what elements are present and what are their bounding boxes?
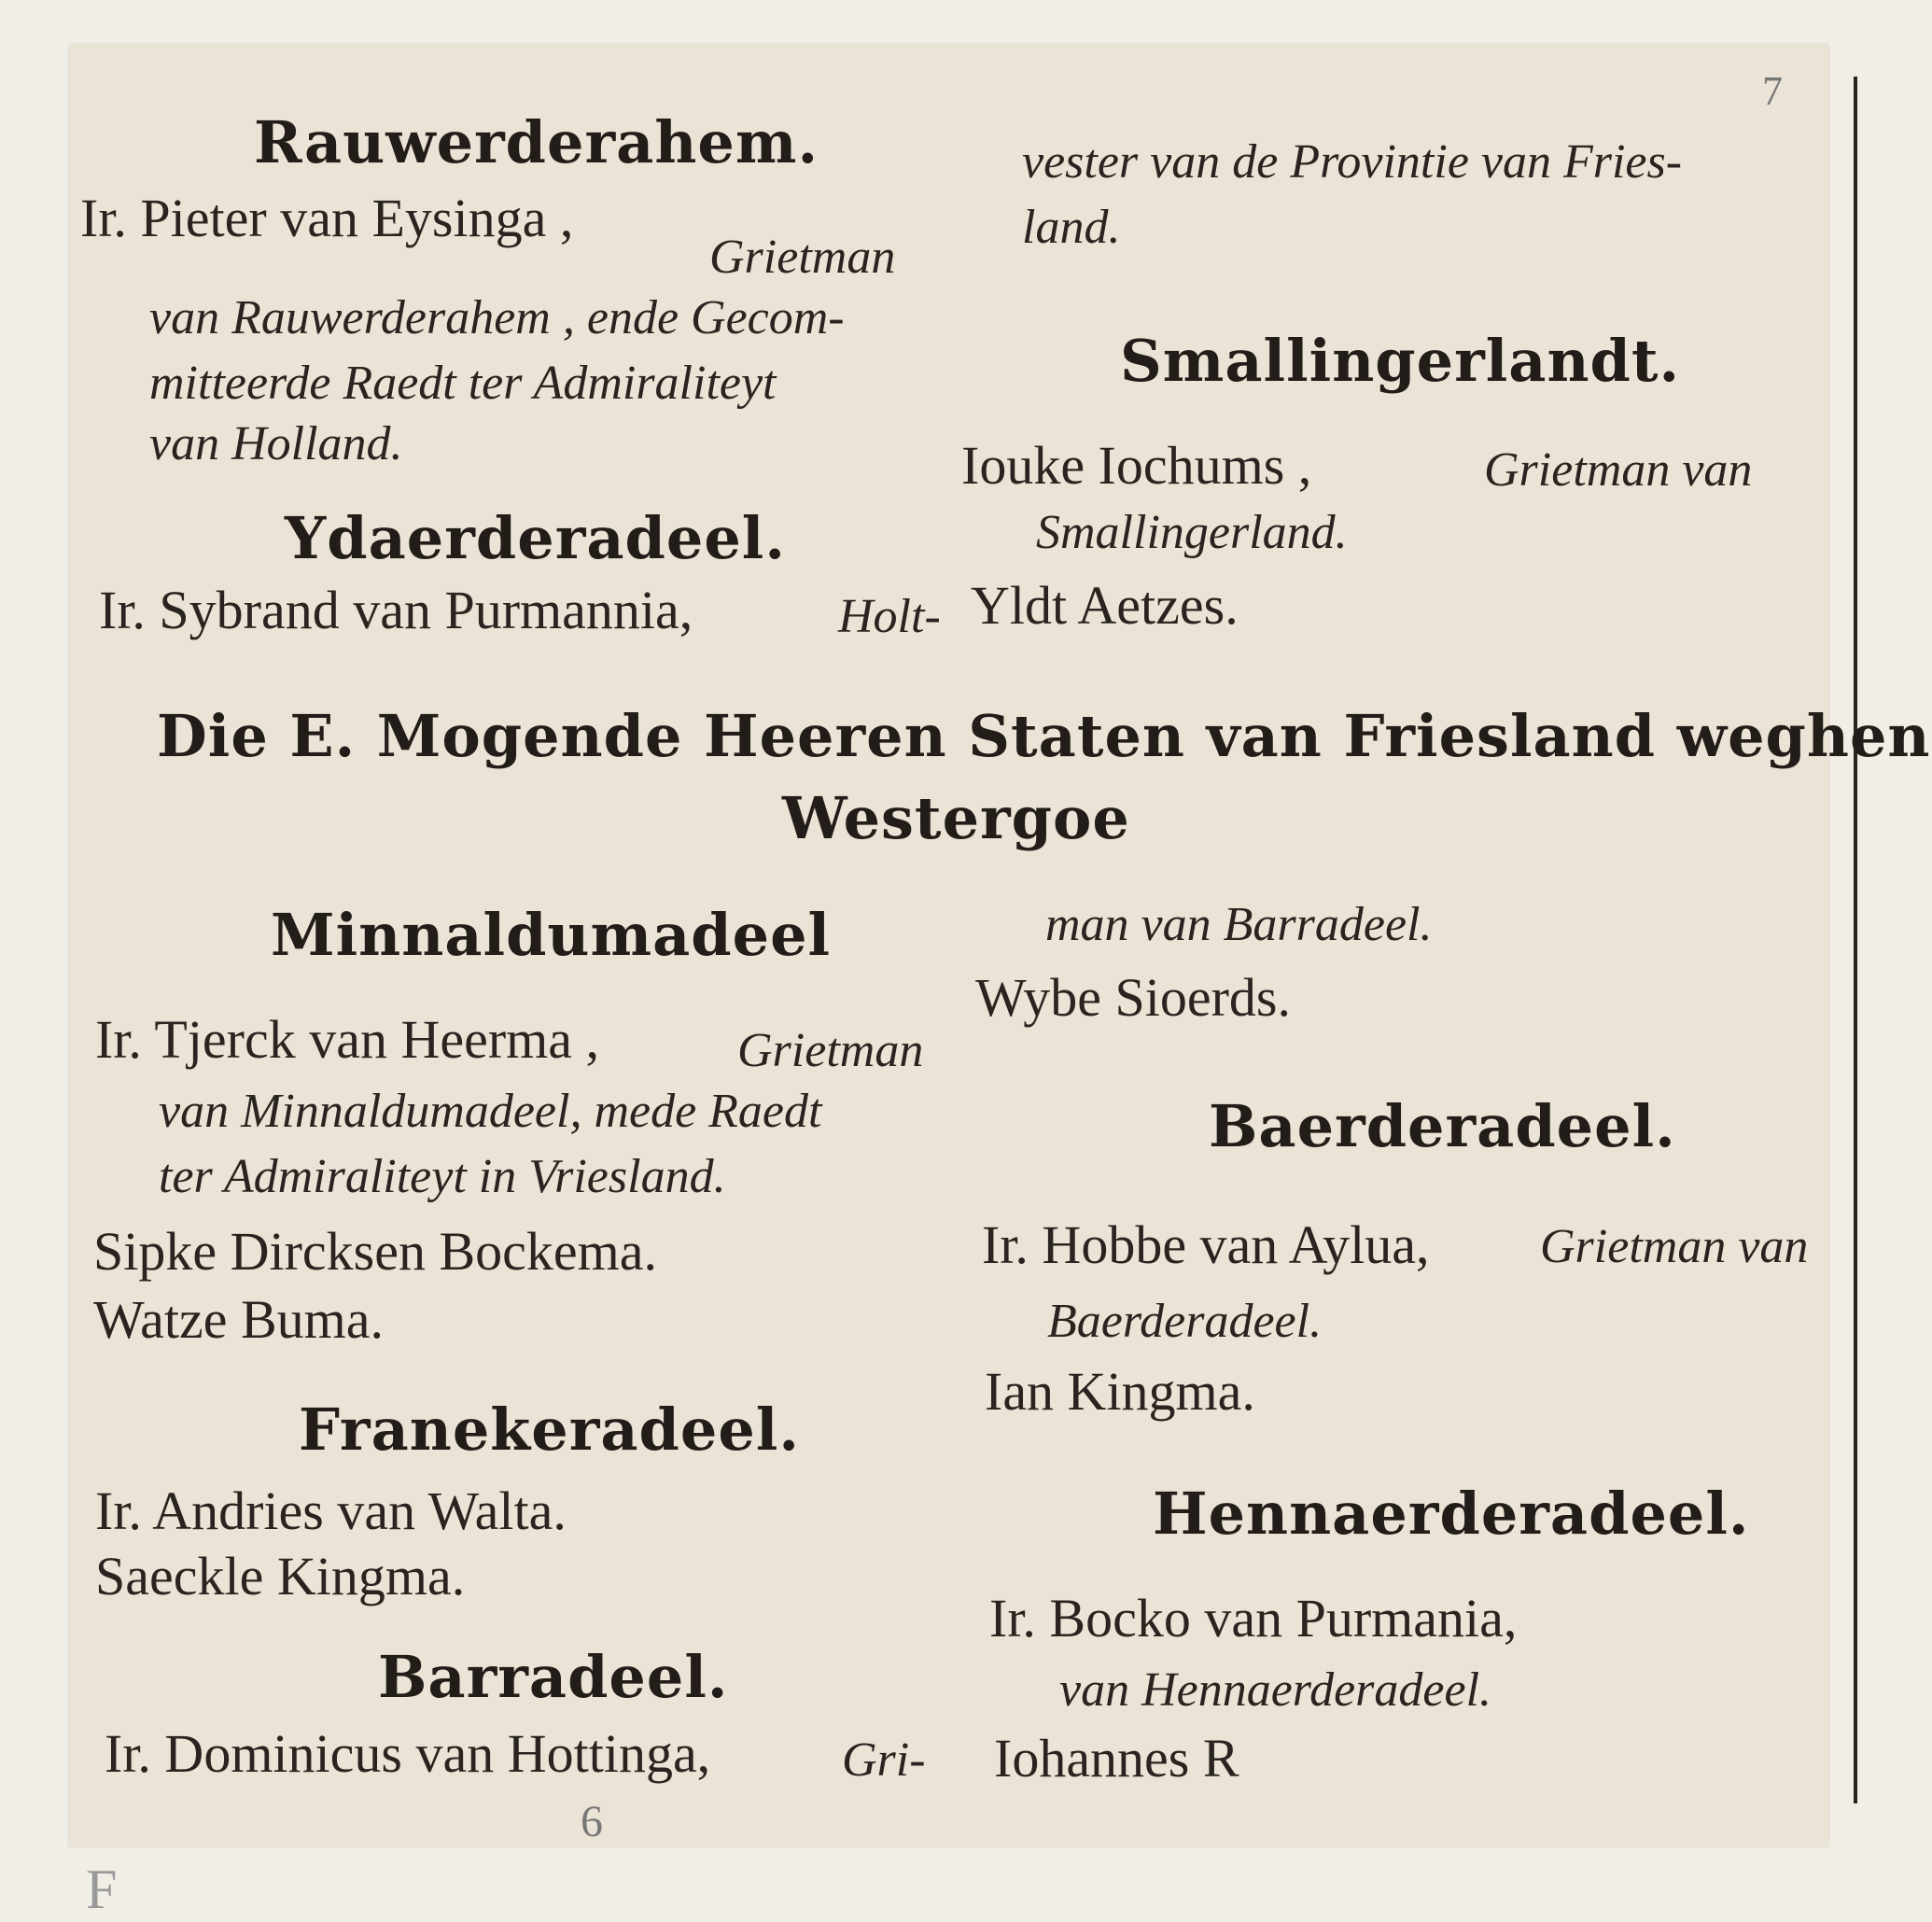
text-line: Ir. Andries van Walta. (95, 1480, 567, 1541)
heading-franekeradeel: Franekeradeel. (299, 1396, 800, 1464)
text-line: Baerderadeel. (1047, 1295, 1323, 1348)
text-line: Ir. Dominicus van Hottinga, (105, 1723, 711, 1784)
text-line: ter Admiraliteyt in Vriesland. (159, 1150, 726, 1203)
text-line: van Hennaerderadeel. (1059, 1663, 1492, 1717)
text-line: Saeckle Kingma. (95, 1546, 466, 1606)
text-line: Holt- (838, 590, 941, 643)
heading-smallingerlandt: Smallingerlandt. (1120, 327, 1681, 395)
section-banner-line2: Westergoe (782, 784, 1130, 852)
heading-hennaerderadeel: Hennaerderadeel. (1153, 1480, 1750, 1548)
text-line: van Minnaldumadeel, mede Raedt (159, 1085, 822, 1138)
text-line: vester van de Provintie van Fries- (1022, 135, 1683, 189)
text-line: Grietman (737, 1024, 924, 1077)
text-line: Gri- (842, 1733, 926, 1787)
text-line: Ir. Sybrand van Purmannia, (99, 580, 693, 640)
text-line: Grietman (709, 231, 896, 284)
text-line: mitteerde Raedt ter Admiraliteyt (149, 357, 777, 410)
text-line: Grietman van (1540, 1220, 1809, 1273)
text-line: Ir. Bocko van Purmania, (989, 1588, 1518, 1648)
text-line: Wybe Sioerds. (975, 967, 1292, 1028)
text-line: Watze Buma. (93, 1289, 384, 1350)
text-line: van Rauwerderahem , ende Gecom- (149, 291, 845, 344)
text-line: Sipke Dircksen Bockema. (93, 1221, 658, 1282)
text-line: van Holland. (149, 417, 403, 470)
text-line: Iohannes R (994, 1728, 1239, 1789)
corner-mark: F (86, 1859, 118, 1920)
text-line: man van Barradeel. (1045, 898, 1433, 951)
heading-rauwerderahem: Rauwerderahem. (254, 108, 819, 176)
heading-barradeel: Barradeel. (378, 1643, 729, 1711)
text-line: Iouke Iochums , (961, 435, 1312, 496)
text-line: Ir. Pieter van Eysinga , (80, 188, 574, 248)
heading-minnaldumadeel: Minnaldumadeel (271, 901, 832, 969)
text-line: Ian Kingma. (985, 1361, 1255, 1422)
page-number-bottom: 6 (581, 1797, 603, 1846)
heading-baerderadeel: Baerderadeel. (1209, 1092, 1676, 1160)
text-line: Ir. Hobbe van Aylua, (982, 1214, 1430, 1275)
section-banner-line1: Die E. Mogende Heeren Staten van Friesland weghen (157, 702, 1931, 770)
heading-ydaerderadeel: Ydaerderadeel. (285, 504, 786, 572)
text-line: Ir. Tjerck van Heerma , (95, 1009, 600, 1070)
text-line: land. (1022, 201, 1121, 254)
text-line: Yldt Aetzes. (971, 575, 1239, 636)
page-border-line (1854, 77, 1857, 1803)
text-line: Smallingerland. (1036, 506, 1348, 559)
text-line: Grietman van (1484, 443, 1753, 497)
page-number-top: 7 (1762, 68, 1783, 114)
